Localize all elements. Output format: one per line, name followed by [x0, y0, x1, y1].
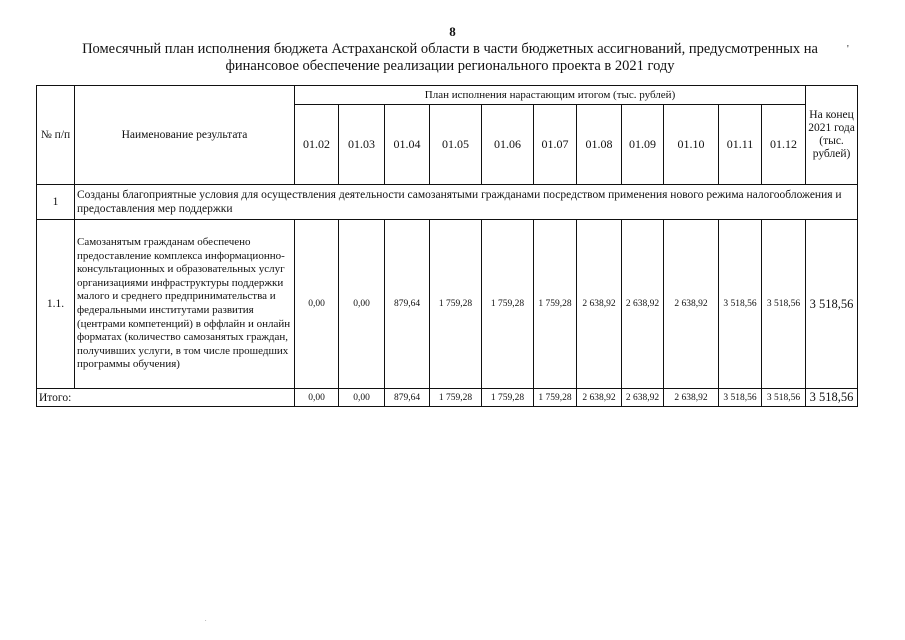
- section-row: [37, 185, 858, 220]
- header-plan-group: План исполнения нарастающим итогом (тыс. рублей): [295, 86, 806, 105]
- header-month: 01.10: [664, 105, 719, 185]
- result-value: 3 518,56: [762, 220, 806, 389]
- header-month: 01.07: [534, 105, 577, 185]
- total-value: 1 759,28: [482, 389, 534, 407]
- header-month: 01.03: [339, 105, 385, 185]
- header-month: 01.11: [719, 105, 762, 185]
- title-line-1: Помесячный план исполнения бюджета Астраханской области в части бюджетных ассигнований, предусмотренных на: [82, 41, 818, 57]
- header-month: 01.12: [762, 105, 806, 185]
- result-value: 2 638,92: [622, 220, 664, 389]
- result-name: Самозанятым гражданам обеспечено предоставление комплекса информационно-консультационных и образовательных услуг организациями инфраструктуры поддержки малого и среднего предпринимательства и федеральными институтами развития (центрами компетенций) в оффлайн и онлайн форматах (количество самозанятых граждан, получивших услуги, в том числе прошедших программы обучения): [75, 220, 295, 389]
- result-value: 879,64: [385, 220, 430, 389]
- total-year-end-value: 3 518,56: [806, 389, 858, 407]
- header-number: № п/п: [37, 86, 75, 185]
- total-value: 0,00: [339, 389, 385, 407]
- result-value: 1 759,28: [430, 220, 482, 389]
- header-month: 01.08: [577, 105, 622, 185]
- total-value: 1 759,28: [534, 389, 577, 407]
- section-number: 1: [37, 185, 75, 220]
- total-label: Итого:: [37, 389, 295, 407]
- header-month: 01.06: [482, 105, 534, 185]
- margin-mark: ': [847, 44, 849, 55]
- header-result-name: Наименование результата: [75, 86, 295, 185]
- total-value: 879,64: [385, 389, 430, 407]
- header-year-end: На конец 2021 года (тыс. рублей): [806, 86, 858, 185]
- total-row: [37, 389, 858, 407]
- total-value: 2 638,92: [664, 389, 719, 407]
- header-month: 01.02: [295, 105, 339, 185]
- result-value: 3 518,56: [719, 220, 762, 389]
- scan-speck: .: [205, 617, 207, 623]
- result-value: 2 638,92: [664, 220, 719, 389]
- result-value: 2 638,92: [577, 220, 622, 389]
- total-value: 1 759,28: [430, 389, 482, 407]
- total-value: 2 638,92: [577, 389, 622, 407]
- total-value: 3 518,56: [719, 389, 762, 407]
- result-number: 1.1.: [37, 220, 75, 389]
- document-title: [40, 41, 860, 75]
- result-value: 0,00: [295, 220, 339, 389]
- total-value: 2 638,92: [622, 389, 664, 407]
- result-value: 0,00: [339, 220, 385, 389]
- title-line-2: финансовое обеспечение реализации регионального проекта в 2021 году: [225, 58, 675, 74]
- budget-plan-table: [36, 85, 858, 407]
- total-value: 3 518,56: [762, 389, 806, 407]
- header-month: 01.04: [385, 105, 430, 185]
- result-value: 1 759,28: [482, 220, 534, 389]
- header-month: 01.05: [430, 105, 482, 185]
- result-value: 1 759,28: [534, 220, 577, 389]
- section-title: Созданы благоприятные условия для осуществления деятельности самозанятыми гражданами посредством применения нового режима налогообложения и предоставления мер поддержки: [75, 185, 858, 220]
- result-row: [37, 220, 858, 389]
- result-year-end-value: 3 518,56: [806, 220, 858, 389]
- page-number: 8: [449, 24, 456, 39]
- header-row-1: [37, 86, 858, 105]
- header-month: 01.09: [622, 105, 664, 185]
- total-value: 0,00: [295, 389, 339, 407]
